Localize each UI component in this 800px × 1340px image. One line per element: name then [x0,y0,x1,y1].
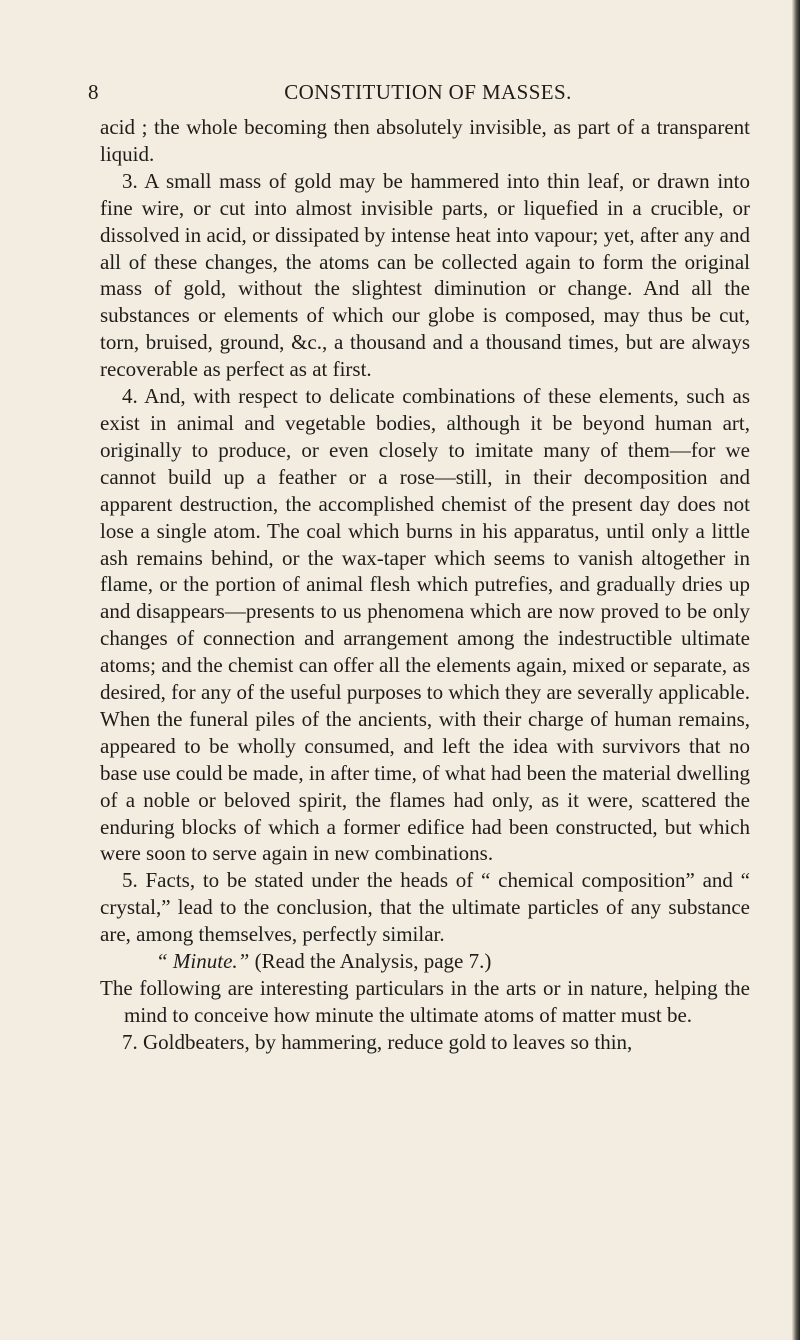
scan-edge-shadow [792,0,800,1340]
minute-reference: (Read the Analysis, page 7.) [249,949,492,974]
page-number: 8 [88,80,99,104]
minute-heading: “ Minute.” [156,949,250,974]
running-title: CONSTITUTION OF MASSES. [284,80,572,104]
body-text [100,114,750,1056]
paragraph-2: 3. A small mass of gold may be hammered into thin leaf, or drawn into fine wire, or cut into almost invisible parts, or liquefied in a crucible, or dissolved in acid, or dissipated by intense heat into vapour; yet, after any and all of these changes, the atoms can be collected again to form the original mass of gold, without the slightest diminution or change. And all the substances or elements of which our globe is composed, may thus be cut, torn, bruised, ground, &c., a thousand and a thousand times, but are always recoverable as perfect as at first. [100,168,750,382]
paragraph-3: 4. And, with respect to delicate combinations of these elements, such as exist in animal and vegetable bodies, although it be beyond human art, originally to produce, or even closely to imitate many of them—for we cannot build up a feather or a rose—still, in their decomposition and apparent destruction, the accomplished chemist of the present day does not lose a single atom. The coal which burns in his apparatus, until only a little ash remains behind, or the wax-taper which seems to vanish altogether in flame, or the portion of animal flesh which putrefies, and gradually dries up and disappears—presents to us phenomena which are now proved to be only changes of connection and arrangement among the indestructible ultimate atoms; and the chemist can offer all the elements again, mixed or separate, as desired, for any of the useful purposes to which they are severally applicable. When the funeral piles of the ancients, with their charge of human remains, appeared to be wholly consumed, and left the idea with survivors that no base use could be made, in after time, of what had been the material dwelling of a noble or beloved spirit, the flames had only, as it were, scattered the enduring blocks of which a former edifice had been constructed, but which were soon to serve again in new combinations. [100,384,750,866]
paragraph-minute-heading [100,948,750,975]
paragraph-1: acid ; the whole becoming then absolutely invisible, as part of a transparent liquid. [100,115,750,166]
paragraph-4: 5. Facts, to be stated under the heads of “ chemical composition” and “ crystal,” lead to the conclusion, that the ultimate particles of any substance are, among themselves, perfectly similar. [100,868,750,947]
page-header [88,80,768,108]
paragraph-7: 7. Goldbeaters, by hammering, reduce gold to leaves so thin, [122,1029,633,1054]
paragraph-6: The following are interesting particulars in the arts or in nature, helping the mind to conceive how minute the ultimate atoms of matter must be. [100,976,750,1027]
